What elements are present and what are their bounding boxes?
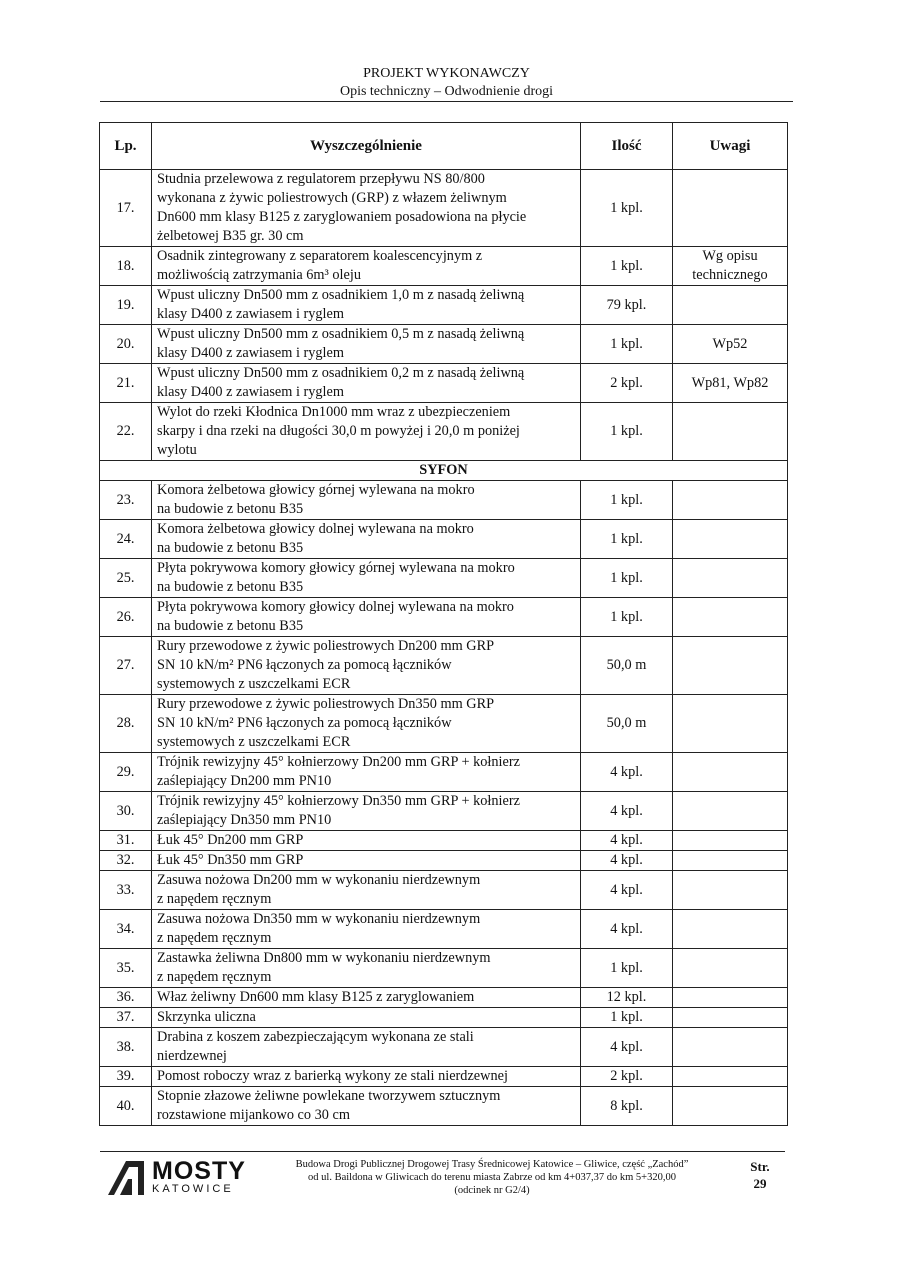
cell-quantity: 4 kpl. (581, 1028, 673, 1067)
cell-lp: 21. (100, 364, 152, 403)
cell-description (152, 1087, 581, 1126)
table-row (100, 1087, 788, 1126)
cell-lp: 23. (100, 481, 152, 520)
cell-lp: 26. (100, 598, 152, 637)
description-line: żelbetowej B35 gr. 30 cm (157, 228, 304, 244)
table-row (100, 364, 788, 403)
description-line: klasy D400 z zawiasem i ryglem (157, 345, 344, 361)
description-line: wylotu (157, 442, 197, 458)
footer-rule (100, 1151, 785, 1152)
table-row (100, 286, 788, 325)
cell-description (152, 1067, 581, 1087)
column-header-description: Wyszczególnienie (152, 123, 581, 170)
cell-lp: 29. (100, 753, 152, 792)
cell-lp: 18. (100, 247, 152, 286)
cell-lp: 35. (100, 949, 152, 988)
description-line: możliwością zatrzymania 6m³ oleju (157, 267, 361, 283)
page-number: 29 (753, 1176, 767, 1191)
cell-lp: 33. (100, 871, 152, 910)
description-line: Łuk 45° Dn350 mm GRP (157, 852, 304, 868)
table-row (100, 949, 788, 988)
cell-description (152, 753, 581, 792)
cell-description (152, 871, 581, 910)
description-line: Skrzynka uliczna (157, 1009, 256, 1025)
description-line: klasy D400 z zawiasem i ryglem (157, 306, 344, 322)
cell-description (152, 792, 581, 831)
cell-lp: 30. (100, 792, 152, 831)
cell-quantity: 1 kpl. (581, 559, 673, 598)
table-row (100, 598, 788, 637)
description-line: z napędem ręcznym (157, 969, 272, 985)
remarks-line: Wg opisu (702, 248, 758, 264)
cell-remarks (673, 831, 788, 851)
cell-remarks (673, 520, 788, 559)
specification-table (99, 122, 788, 1126)
cell-lp: 17. (100, 170, 152, 247)
description-line: Pomost roboczy wraz z barierką wykony ze stali nierdzewnej (157, 1068, 508, 1084)
description-line: Trójnik rewizyjny 45° kołnierzowy Dn200 mm GRP + kołnierz (157, 754, 520, 770)
logo-wordmark: MOSTY (152, 1157, 246, 1185)
table-body-syfon (100, 481, 788, 1126)
description-line: Wpust uliczny Dn500 mm z osadnikiem 0,2 m z nasadą żeliwną (157, 365, 525, 381)
cell-remarks (673, 1028, 788, 1067)
cell-remarks (673, 559, 788, 598)
cell-remarks (673, 481, 788, 520)
cell-lp: 24. (100, 520, 152, 559)
logo-mark-icon (104, 1157, 146, 1197)
cell-description (152, 170, 581, 247)
description-line: Osadnik zintegrowany z separatorem koalescencyjnym z (157, 248, 483, 264)
table-row (100, 753, 788, 792)
document-title: PROJEKT WYKONAWCZY (363, 66, 530, 81)
cell-description (152, 988, 581, 1008)
description-line: nierdzewnej (157, 1048, 227, 1064)
cell-description (152, 598, 581, 637)
column-header-quantity: Ilość (581, 123, 673, 170)
cell-remarks (673, 753, 788, 792)
description-line: z napędem ręcznym (157, 891, 272, 907)
cell-remarks (673, 170, 788, 247)
description-line: Właz żeliwny Dn600 mm klasy B125 z zaryglowaniem (157, 989, 475, 1005)
cell-quantity: 4 kpl. (581, 792, 673, 831)
cell-lp: 20. (100, 325, 152, 364)
cell-remarks (673, 325, 788, 364)
cell-quantity: 4 kpl. (581, 910, 673, 949)
description-line: Płyta pokrywowa komory głowicy dolnej wylewana na mokro (157, 599, 514, 615)
table-row (100, 170, 788, 247)
cell-description (152, 481, 581, 520)
table-row (100, 403, 788, 461)
cell-remarks (673, 364, 788, 403)
cell-description (152, 520, 581, 559)
description-line: Drabina z koszem zabezpieczającym wykonana ze stali (157, 1029, 474, 1045)
cell-remarks (673, 792, 788, 831)
cell-remarks (673, 871, 788, 910)
cell-quantity: 1 kpl. (581, 403, 673, 461)
description-line: na budowie z betonu B35 (157, 540, 304, 556)
cell-remarks (673, 637, 788, 695)
description-line: na budowie z betonu B35 (157, 501, 304, 517)
cell-quantity: 1 kpl. (581, 481, 673, 520)
table-row (100, 247, 788, 286)
cell-description (152, 559, 581, 598)
cell-lp: 40. (100, 1087, 152, 1126)
table-row (100, 910, 788, 949)
footer-line-2: od ul. Baildona w Gliwicach do terenu miasta Zabrze od km 4+037,37 do km 5+320,00 (308, 1172, 676, 1183)
footer-project-description (262, 1158, 722, 1197)
table-row (100, 1008, 788, 1028)
description-line: Płyta pokrywowa komory głowicy górnej wylewana na mokro (157, 560, 515, 576)
cell-lp: 36. (100, 988, 152, 1008)
remarks-line: technicznego (692, 267, 768, 283)
table-row (100, 325, 788, 364)
cell-description (152, 364, 581, 403)
cell-description (152, 247, 581, 286)
cell-quantity: 1 kpl. (581, 949, 673, 988)
column-header-remarks: Uwagi (673, 123, 788, 170)
description-line: rozstawione mijankowo co 30 cm (157, 1107, 350, 1123)
cell-remarks (673, 598, 788, 637)
description-line: Zasuwa nożowa Dn200 mm w wykonaniu nierdzewnym (157, 872, 481, 888)
cell-quantity: 8 kpl. (581, 1087, 673, 1126)
footer-line-3: (odcinek nr G2/4) (454, 1185, 530, 1196)
cell-remarks (673, 910, 788, 949)
cell-quantity: 1 kpl. (581, 598, 673, 637)
cell-lp: 39. (100, 1067, 152, 1087)
cell-remarks (673, 988, 788, 1008)
cell-description (152, 949, 581, 988)
description-line: z napędem ręcznym (157, 930, 272, 946)
description-line: na budowie z betonu B35 (157, 579, 304, 595)
cell-description (152, 910, 581, 949)
section-row-syfon (100, 461, 788, 481)
remarks-line: Wp52 (712, 335, 748, 352)
cell-remarks (673, 286, 788, 325)
cell-quantity: 4 kpl. (581, 851, 673, 871)
cell-remarks (673, 949, 788, 988)
description-line: Stopnie złazowe żeliwne powlekane tworzywem sztucznym (157, 1088, 501, 1104)
description-line: Studnia przelewowa z regulatorem przepływu NS 80/800 (157, 171, 485, 187)
cell-description (152, 325, 581, 364)
cell-lp: 31. (100, 831, 152, 851)
cell-description (152, 403, 581, 461)
cell-description (152, 286, 581, 325)
table-row (100, 559, 788, 598)
cell-remarks (673, 851, 788, 871)
cell-lp: 19. (100, 286, 152, 325)
description-line: Trójnik rewizyjny 45° kołnierzowy Dn350 mm GRP + kołnierz (157, 793, 520, 809)
cell-description (152, 637, 581, 695)
description-line: Komora żelbetowa głowicy dolnej wylewana na mokro (157, 521, 474, 537)
description-line: zaślepiający Dn200 mm PN10 (157, 773, 332, 789)
cell-remarks (673, 695, 788, 753)
cell-description (152, 1008, 581, 1028)
cell-remarks (673, 247, 788, 286)
cell-lp: 32. (100, 851, 152, 871)
table-row (100, 695, 788, 753)
description-line: Wylot do rzeki Kłodnica Dn1000 mm wraz z ubezpieczeniem (157, 404, 511, 420)
section-title: SYFON (100, 461, 788, 481)
cell-description (152, 851, 581, 871)
description-line: Wpust uliczny Dn500 mm z osadnikiem 1,0 m z nasadą żeliwną (157, 287, 525, 303)
cell-remarks (673, 1008, 788, 1028)
description-line: Zasuwa nożowa Dn350 mm w wykonaniu nierdzewnym (157, 911, 481, 927)
table-header-row (100, 123, 788, 170)
description-line: SN 10 kN/m² PN6 łączonych za pomocą łączników (157, 715, 452, 731)
description-line: Dn600 mm klasy B125 z zaryglowaniem posadowiona na płycie (157, 209, 527, 225)
description-line: na budowie z betonu B35 (157, 618, 304, 634)
column-header-lp: Lp. (100, 123, 152, 170)
page-number-block (740, 1158, 780, 1192)
cell-quantity: 1 kpl. (581, 325, 673, 364)
cell-quantity: 50,0 m (581, 695, 673, 753)
cell-quantity: 79 kpl. (581, 286, 673, 325)
cell-quantity: 1 kpl. (581, 520, 673, 559)
description-line: Komora żelbetowa głowicy górnej wylewana na mokro (157, 482, 475, 498)
cell-quantity: 1 kpl. (581, 170, 673, 247)
table-section (100, 461, 788, 481)
cell-lp: 25. (100, 559, 152, 598)
description-line: klasy D400 z zawiasem i ryglem (157, 384, 344, 400)
description-line: systemowych z uszczelkami ECR (157, 676, 351, 692)
description-line: Rury przewodowe z żywic poliestrowych Dn200 mm GRP (157, 638, 495, 654)
cell-lp: 38. (100, 1028, 152, 1067)
cell-quantity: 4 kpl. (581, 831, 673, 851)
description-line: Rury przewodowe z żywic poliestrowych Dn350 mm GRP (157, 696, 495, 712)
cell-remarks (673, 403, 788, 461)
cell-quantity: 4 kpl. (581, 753, 673, 792)
description-line: Wpust uliczny Dn500 mm z osadnikiem 0,5 m z nasadą żeliwną (157, 326, 525, 342)
table-row (100, 481, 788, 520)
table-row (100, 520, 788, 559)
description-line: zaślepiający Dn350 mm PN10 (157, 812, 332, 828)
remarks-line: Wp81, Wp82 (691, 374, 769, 391)
table-row (100, 637, 788, 695)
description-line: Zastawka żeliwna Dn800 mm w wykonaniu nierdzewnym (157, 950, 491, 966)
table-row (100, 851, 788, 871)
cell-quantity: 1 kpl. (581, 1008, 673, 1028)
cell-lp: 22. (100, 403, 152, 461)
description-line: Łuk 45° Dn200 mm GRP (157, 832, 304, 848)
cell-lp: 28. (100, 695, 152, 753)
header-rule (100, 101, 793, 102)
cell-quantity: 1 kpl. (581, 247, 673, 286)
table-body-main (100, 170, 788, 461)
cell-description (152, 831, 581, 851)
cell-remarks (673, 1067, 788, 1087)
cell-lp: 34. (100, 910, 152, 949)
cell-remarks (673, 1087, 788, 1126)
cell-quantity: 4 kpl. (581, 871, 673, 910)
document-subtitle: Opis techniczny – Odwodnienie drogi (339, 84, 554, 99)
table-row (100, 988, 788, 1008)
cell-description (152, 1028, 581, 1067)
logo-subtitle: KATOWICE (152, 1183, 234, 1195)
footer-line-1: Budowa Drogi Publicznej Drogowej Trasy Średnicowej Katowice – Gliwice, część „Zachód” (295, 1159, 689, 1170)
table-row (100, 1028, 788, 1067)
table-row (100, 871, 788, 910)
cell-description (152, 695, 581, 753)
table-row (100, 792, 788, 831)
page-label: Str. (750, 1159, 770, 1174)
description-line: wykonana z żywic poliestrowych (GRP) z włazem żeliwnym (157, 190, 507, 206)
cell-lp: 27. (100, 637, 152, 695)
table-row (100, 1067, 788, 1087)
company-logo (104, 1157, 254, 1197)
table-row (100, 831, 788, 851)
description-line: skarpy i dna rzeki na długości 30,0 m powyżej i 20,0 m poniżej (157, 423, 520, 439)
cell-lp: 37. (100, 1008, 152, 1028)
cell-quantity: 2 kpl. (581, 364, 673, 403)
cell-quantity: 50,0 m (581, 637, 673, 695)
description-line: SN 10 kN/m² PN6 łączonych za pomocą łączników (157, 657, 452, 673)
description-line: systemowych z uszczelkami ECR (157, 734, 351, 750)
cell-quantity: 12 kpl. (581, 988, 673, 1008)
cell-quantity: 2 kpl. (581, 1067, 673, 1087)
